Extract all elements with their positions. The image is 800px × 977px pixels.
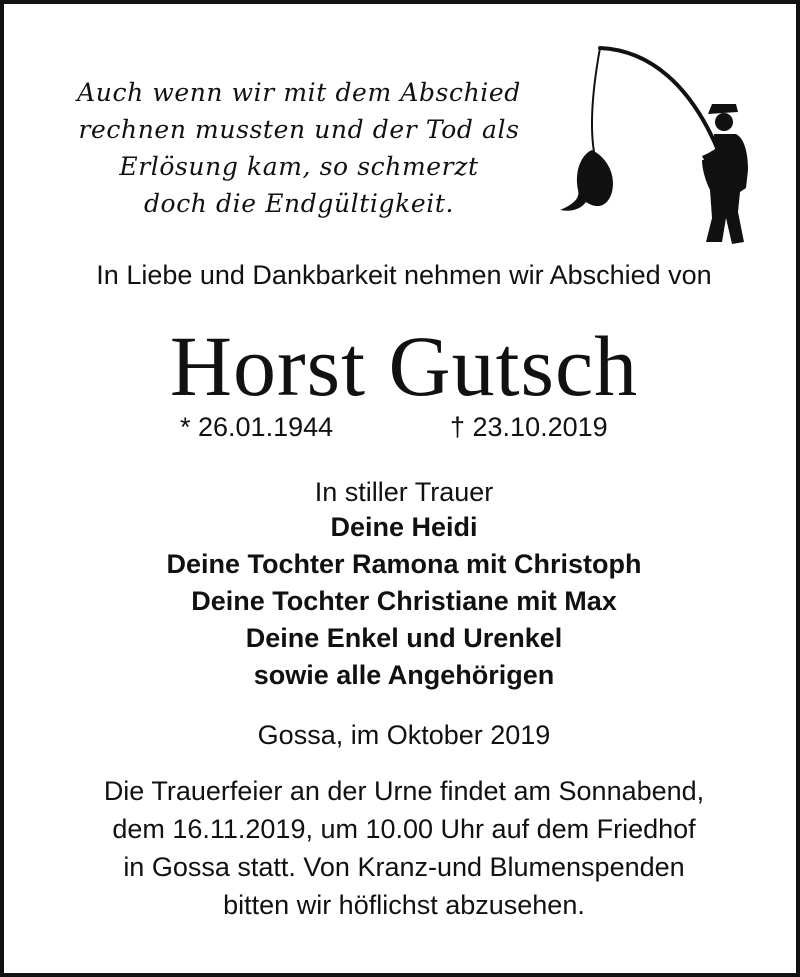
mourner-name: Deine Tochter Christiane mit Max: [191, 586, 617, 616]
ceremony-line: Die Trauerfeier an der Urne findet am Sonnabend,: [103, 776, 705, 806]
mourner-name: Deine Enkel und Urenkel: [245, 623, 563, 653]
ceremony-line: dem 16.11.2019, um 10.00 Uhr auf dem Friedhof: [112, 814, 696, 844]
mourner-name: Deine Heidi: [330, 512, 478, 542]
mourners-heading: In stiller Trauer: [314, 477, 494, 507]
birth-date: * 26.01.1944: [180, 412, 334, 442]
ceremony-line: bitten wir höflichst abzusehen.: [223, 890, 585, 920]
quote-line: Erlösung kam, so schmerzt: [119, 152, 479, 181]
mourner-name: sowie alle Angehörigen: [253, 660, 555, 690]
ceremony-line: in Gossa statt. Von Kranz-und Blumenspenden: [123, 852, 685, 882]
deceased-name: Horst Gutsch: [169, 318, 639, 414]
place-date: Gossa, im Oktober 2019: [257, 720, 551, 750]
intro-text: In Liebe und Dankbarkeit nehmen wir Abschied von: [96, 260, 712, 290]
quote-line: rechnen mussten und der Tod als: [78, 115, 520, 144]
quote-line: Auch wenn wir mit dem Abschied: [77, 78, 521, 107]
death-date: † 23.10.2019: [450, 412, 608, 442]
quote-line: doch die Endgültigkeit.: [143, 189, 455, 218]
mourner-name: Deine Tochter Ramona mit Christoph: [166, 549, 642, 579]
fisherman-silhouette-icon: [552, 42, 767, 252]
